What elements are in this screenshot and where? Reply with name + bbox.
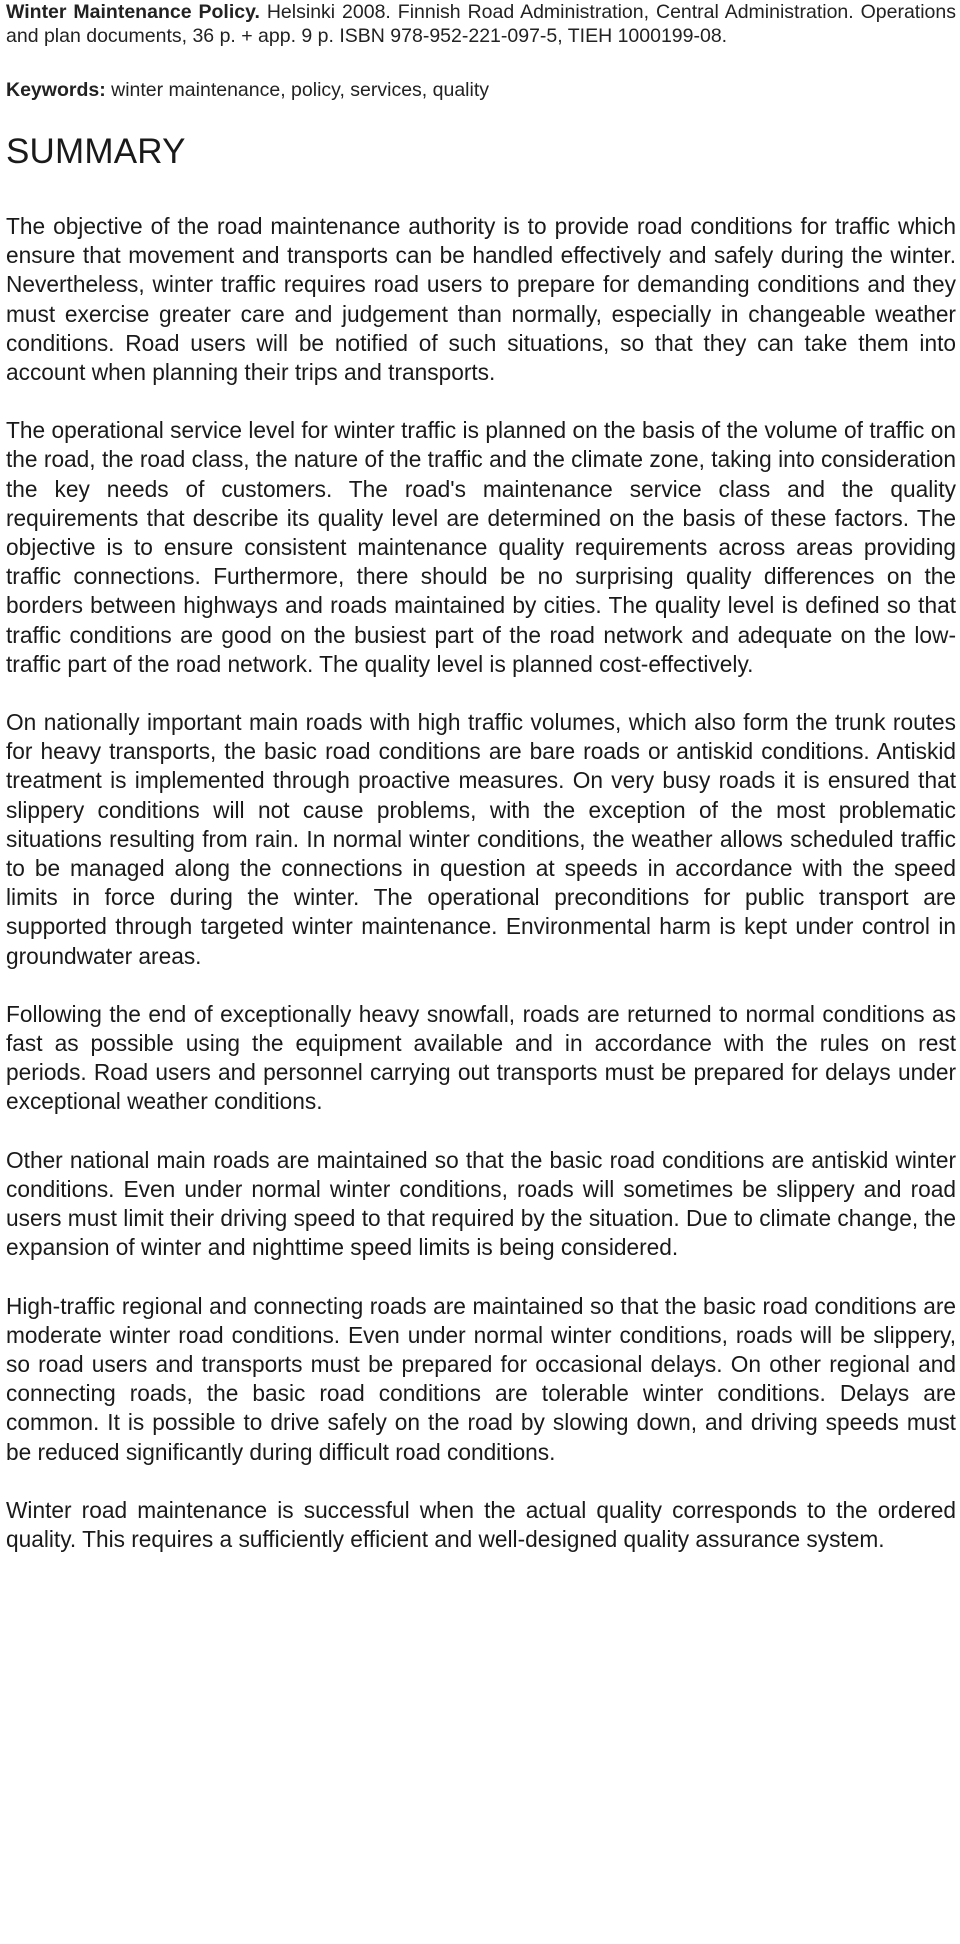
- summary-paragraph: The objective of the road maintenance authority is to provide road conditions for traffic which ensure that movement and transports can be handled effectively and safely during the winter. Nevertheless, winter traffic requires road users to prepare for demanding conditions and they must exercise greater care and judgement than normally, especially in changeable weather conditions. Road users will be notified of such situations, so that they can take them into account when planning their trips and transports.: [6, 213, 956, 386]
- summary-paragraph: On nationally important main roads with high traffic volumes, which also form the trunk routes for heavy transports, the basic road conditions are bare roads or antiskid conditions. Antiskid treatment is implemented through proactive measures. On very busy roads it is ensured that slippery conditions will not cause problems, with the exception of the most problematic situations resulting from rain. In normal winter conditions, the weather allows scheduled traffic to be managed along the connections in question at speeds in accordance with the speed limits in force during the winter. The operational preconditions for public transport are supported through targeted winter maintenance. Environmental harm is kept under control in groundwater areas.: [6, 709, 956, 969]
- keywords: [6, 78, 956, 102]
- summary-paragraph: Winter road maintenance is successful when the actual quality corresponds to the ordered quality. This requires a sufficiently efficient and well-designed quality assurance system.: [6, 1496, 956, 1552]
- citation-title: Winter Maintenance Policy.: [6, 1, 260, 23]
- citation-details: Helsinki 2008. Finnish Road Administration, Central Administration. Operations and plan documents, 36 p. + app. 9 p. ISBN 978-952-221-097-5, TIEH 1000199-08.: [6, 1, 956, 47]
- citation: [6, 0, 956, 48]
- summary-paragraph: High-traffic regional and connecting roads are maintained so that the basic road conditions are moderate winter road conditions. Even under normal winter conditions, roads will be slippery, so road users and transports must be prepared for occasional delays. On other regional and connecting roads, the basic road conditions are tolerable winter conditions. Delays are common. It is possible to drive safely on the road by slowing down, and driving speeds must be reduced significantly during difficult road conditions.: [6, 1292, 956, 1465]
- keywords-label: Keywords:: [6, 79, 106, 101]
- document-page: [6, 0, 956, 1554]
- summary-body: [6, 212, 956, 1554]
- summary-heading: SUMMARY: [6, 132, 186, 171]
- summary-paragraph: Following the end of exceptionally heavy snowfall, roads are returned to normal conditions as fast as possible using the equipment available and in accordance with the rules on rest periods. Road users and personnel carrying out transports must be prepared for delays under exceptional weather conditions.: [6, 1000, 956, 1115]
- summary-paragraph: The operational service level for winter traffic is planned on the basis of the volume of traffic on the road, the road class, the nature of the traffic and the climate zone, taking into consideration the key needs of customers. The road's maintenance service class and the quality requirements that describe its quality level are determined on the basis of these factors. The objective is to ensure consistent maintenance quality requirements across areas providing traffic connections. Furthermore, there should be no surprising quality differences on the borders between highways and roads maintained by cities. The quality level is defined so that traffic conditions are good on the busiest part of the road network and adequate on the low-traffic part of the road network. The quality level is planned cost-effectively.: [6, 417, 956, 677]
- summary-paragraph: Other national main roads are maintained so that the basic road conditions are antiskid winter conditions. Even under normal winter conditions, roads will sometimes be slippery and road users must limit their driving speed to that required by the situation. Due to climate change, the expansion of winter and nighttime speed limits is being considered.: [6, 1146, 956, 1261]
- keywords-values: winter maintenance, policy, services, quality: [105, 79, 490, 101]
